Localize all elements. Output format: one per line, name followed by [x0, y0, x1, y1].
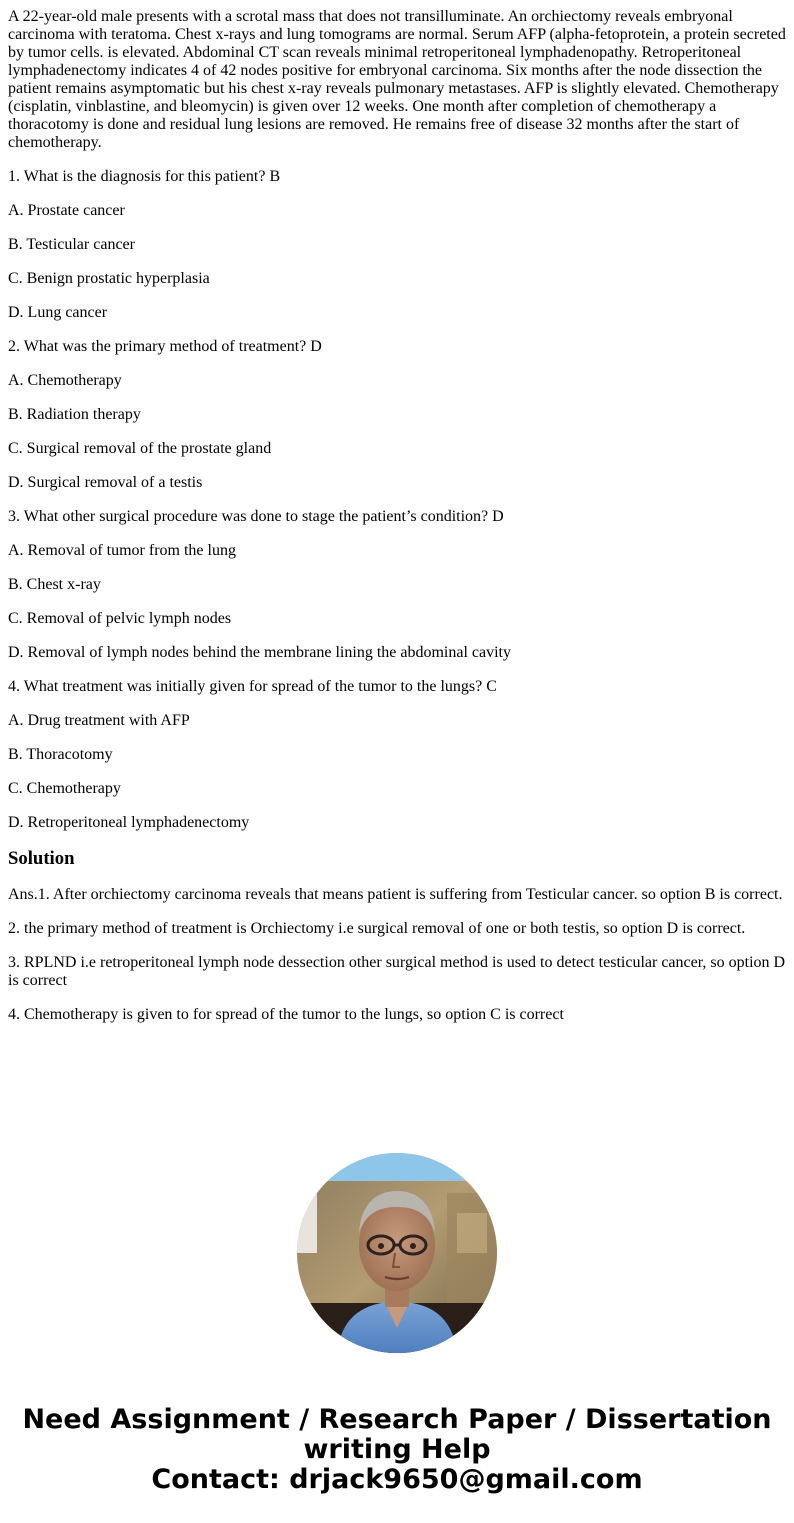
- option: B. Chest x-ray: [8, 576, 101, 593]
- question-4: [8, 678, 786, 832]
- answer-1: Ans.1. After orchiectomy carcinoma reveals that means patient is suffering from Testicular cancer. so option B is correct.: [8, 886, 783, 903]
- footer-line-1: Need Assignment / Research Paper / Dissertation: [22, 1404, 772, 1435]
- answer-2: 2. the primary method of treatment is Orchiectomy i.e surgical removal of one or both testis, so option D is correct.: [8, 920, 746, 937]
- question-text: 4. What treatment was initially given for spread of the tumor to the lungs? C: [8, 678, 497, 695]
- option: B. Thoracotomy: [8, 746, 113, 763]
- option: B. Testicular cancer: [8, 236, 135, 253]
- option: D. Surgical removal of a testis: [8, 474, 203, 491]
- footer-line-2: writing Help: [303, 1434, 491, 1465]
- option: D. Retroperitoneal lymphadenectomy: [8, 814, 250, 831]
- option: A. Removal of tumor from the lung: [8, 542, 236, 559]
- answer-3: 3. RPLND i.e retroperitoneal lymph node dessection other surgical method is used to detect testicular cancer, so option D is correct: [8, 954, 786, 989]
- option: D. Lung cancer: [8, 304, 108, 321]
- option: A. Prostate cancer: [8, 202, 125, 219]
- solution-heading: Solution: [8, 848, 75, 869]
- question-text: 3. What other surgical procedure was done to stage the patient’s condition? D: [8, 508, 504, 525]
- option: C. Removal of pelvic lymph nodes: [8, 610, 232, 627]
- option: A. Chemotherapy: [8, 372, 122, 389]
- option: A. Drug treatment with AFP: [8, 712, 190, 729]
- author-photo: [297, 1153, 497, 1353]
- option: B. Radiation therapy: [8, 406, 141, 423]
- option: D. Removal of lymph nodes behind the membrane lining the abdominal cavity: [8, 644, 511, 661]
- footer-contact: Contact: drjack9650@gmail.com: [151, 1464, 643, 1495]
- question-text: 2. What was the primary method of treatment? D: [8, 338, 322, 355]
- question-text: 1. What is the diagnosis for this patient? B: [8, 168, 281, 185]
- question-2: [8, 338, 786, 492]
- option: C. Benign prostatic hyperplasia: [8, 270, 210, 287]
- question-1: [8, 168, 786, 322]
- option: C. Chemotherapy: [8, 780, 121, 797]
- footer-banner: [0, 1405, 794, 1495]
- option: C. Surgical removal of the prostate gland: [8, 440, 272, 457]
- author-photo-illustration: [297, 1153, 497, 1353]
- case-description: A 22-year-old male presents with a scrotal mass that does not transilluminate. An orchiectomy reveals embryonal carcinoma with teratoma. Chest x-rays and lung tomograms are normal. Serum AFP (alpha-fetoprotein, a protein secreted by tumor cells. is elevated. Abdominal CT scan reveals minimal retroperitoneal lymphadenopathy. Retroperitoneal lymphadenectomy indicates 4 of 42 nodes positive for embryonal carcinoma. Six months after the node dissection the patient remains asymptomatic but his chest x-ray reveals pulmonary metastases. AFP is slightly elevated. Chemotherapy (cisplatin, vinblastine, and bleomycin) is given over 12 weeks. One month after completion of chemotherapy a thoracotomy is done and residual lung lesions are removed. He remains free of disease 32 months after the start of chemotherapy.: [8, 8, 786, 151]
- document-body: [8, 8, 786, 1040]
- question-3: [8, 508, 786, 662]
- answer-4: 4. Chemotherapy is given to for spread of the tumor to the lungs, so option C is correct: [8, 1006, 564, 1023]
